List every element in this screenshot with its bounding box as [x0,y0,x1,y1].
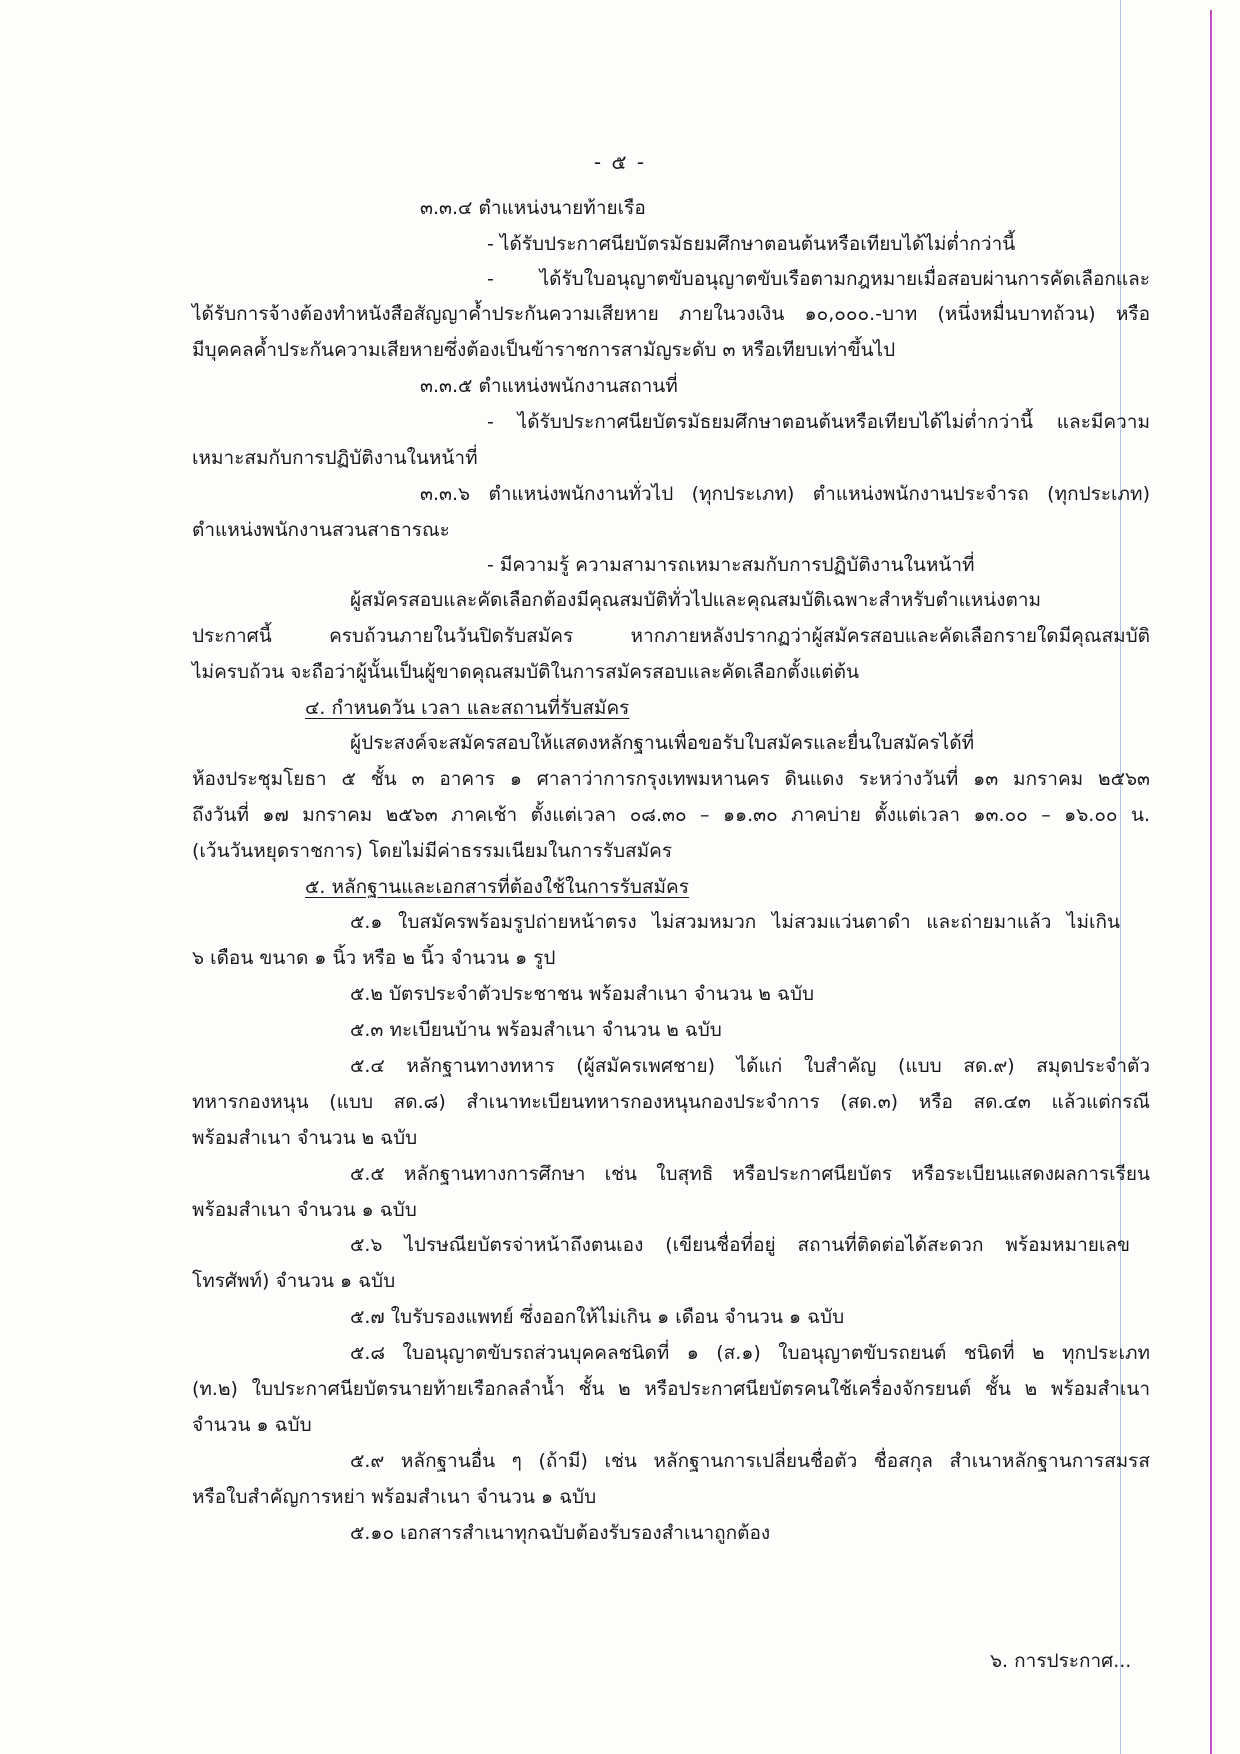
section-4-heading: ๔. กำหนดวัน เวลา และสถานที่รับสมัคร [305,697,630,719]
item-5-10: ๕.๑๐ เอกสารสำเนาทุกฉบับต้องรับรองสำเนาถูกต้อง [350,1522,771,1544]
body-line: ห้องประชุมโยธา ๕ ชั้น ๓ อาคาร ๑ ศาลาว่าการกรุงเทพมหานคร ดินแดง ระหว่างวันที่ ๑๓ มกราคม ๒๕๖๓ [192,768,1150,790]
body-line: มีบุคคลค้ำประกันความเสียหายซึ่งต้องเป็นข้าราชการสามัญระดับ ๓ หรือเทียบเท่าขึ้นไป [192,339,896,361]
body-line: - ได้รับประกาศนียบัตรมัธยมศึกษาตอนต้นหรือเทียบได้ไม่ต่ำกว่านี้ [487,233,1016,255]
section-5-heading: ๕. หลักฐานและเอกสารที่ต้องใช้ในการรับสมัคร [305,876,689,898]
body-line: โทรศัพท์) จำนวน ๑ ฉบับ [192,1270,396,1292]
body-line: พร้อมสำเนา จำนวน ๑ ฉบับ [192,1199,417,1221]
body-line: หรือใบสำคัญการหย่า พร้อมสำเนา จำนวน ๑ ฉบับ [192,1486,597,1508]
body-line: ได้รับการจ้างต้องทำหนังสือสัญญาค้ำประกันความเสียหาย ภายในวงเงิน ๑๐,๐๐๐.-บาท (หนึ่งหมื่นบาทถ้วน) หรือ [192,303,1150,325]
body-line: ประกาศนี้ ครบถ้วนภายในวันปิดรับสมัคร หากภายหลังปรากฏว่าผู้สมัครสอบและคัดเลือกรายใดมีคุณสมบัติ [192,625,1150,647]
heading-3-3-5: ๓.๓.๕ ตำแหน่งพนักงานสถานที่ [420,375,678,397]
item-5-7: ๕.๗ ใบรับรองแพทย์ ซึ่งออกให้ไม่เกิน ๑ เดือน จำนวน ๑ ฉบับ [350,1306,845,1328]
body-line: - ได้รับใบอนุญาตขับอนุญาตขับเรือตามกฎหมายเมื่อสอบผ่านการคัดเลือกและ [487,268,1150,290]
item-5-5: ๕.๕ หลักฐานทางการศึกษา เช่น ใบสุทธิ หรือประกาศนียบัตร หรือระเบียนแสดงผลการเรียน [350,1163,1150,1185]
page-edge-line [1210,10,1212,1754]
item-5-9: ๕.๙ หลักฐานอื่น ๆ (ถ้ามี) เช่น หลักฐานการเปลี่ยนชื่อตัว ชื่อสกุล สำเนาหลักฐานการสมรส [350,1450,1150,1472]
body-line: พร้อมสำเนา จำนวน ๒ ฉบับ [192,1127,418,1149]
body-line: ไม่ครบถ้วน จะถือว่าผู้นั้นเป็นผู้ขาดคุณสมบัติในการสมัครสอบและคัดเลือกตั้งแต่ต้น [192,661,859,683]
body-line: - มีความรู้ ความสามารถเหมาะสมกับการปฏิบัติงานในหน้าที่ [487,554,975,576]
body-line: ๖ เดือน ขนาด ๑ นิ้ว หรือ ๒ นิ้ว จำนวน ๑ รูป [192,947,556,969]
body-line: ผู้สมัครสอบและคัดเลือกต้องมีคุณสมบัติทั่วไปและคุณสมบัติเฉพาะสำหรับตำแหน่งตาม [350,589,1042,611]
body-line: ทหารกองหนุน (แบบ สด.๘) สำเนาทะเบียนทหารกองหนุนกองประจำการ (สด.๓) หรือ สด.๔๓ แล้วแต่กรณี [192,1091,1150,1113]
item-5-3: ๕.๓ ทะเบียนบ้าน พร้อมสำเนา จำนวน ๒ ฉบับ [350,1019,722,1041]
item-5-8: ๕.๘ ใบอนุญาตขับรถส่วนบุคคลชนิดที่ ๑ (ส.๑) ใบอนุญาตขับรถยนต์ ชนิดที่ ๒ ทุกประเภท [350,1342,1151,1364]
item-5-4: ๕.๔ หลักฐานทางทหาร (ผู้สมัครเพศชาย) ได้แก่ ใบสำคัญ (แบบ สด.๙) สมุดประจำตัว [350,1055,1150,1077]
body-line: (ท.๒) ใบประกาศนียบัตรนายท้ายเรือกลลำน้ำ ชั้น ๒ หรือประกาศนียบัตรคนใช้เครื่องจักรยนต์ ชั้น ๒ พร้อมสำเนา [192,1378,1150,1400]
item-5-6: ๕.๖ ไปรษณียบัตรจ่าหน้าถึงตนเอง (เขียนชื่อที่อยู่ สถานที่ติดต่อได้สะดวก พร้อมหมายเลข [350,1234,1130,1256]
page-continuation: ๖. การประกาศ... [990,1650,1132,1672]
body-line: - ได้รับประกาศนียบัตรมัธยมศึกษาตอนต้นหรือเทียบได้ไม่ต่ำกว่านี้ และมีความ [487,411,1150,433]
body-line: จำนวน ๑ ฉบับ [192,1414,312,1436]
item-5-1: ๕.๑ ใบสมัครพร้อมรูปถ่ายหน้าตรง ไม่สวมหมวก ไม่สวมแว่นตาดำ และถ่ายมาแล้ว ไม่เกิน [350,911,1120,933]
body-line: เหมาะสมกับการปฏิบัติงานในหน้าที่ [192,447,478,469]
page-number: - ๕ - [593,150,647,174]
body-line: ผู้ประสงค์จะสมัครสอบให้แสดงหลักฐานเพื่อขอรับใบสมัครและยื่นใบสมัครได้ที่ [350,732,975,754]
body-line: (เว้นวันหยุดราชการ) โดยไม่มีค่าธรรมเนียมในการรับสมัคร [192,840,673,862]
item-5-2: ๕.๒ บัตรประจำตัวประชาชน พร้อมสำเนา จำนวน ๒ ฉบับ [350,983,815,1005]
margin-guide-line [1120,0,1121,1754]
heading-3-3-4: ๓.๓.๔ ตำแหน่งนายท้ายเรือ [420,197,646,219]
body-line: ตำแหน่งพนักงานสวนสาธารณะ [192,519,450,541]
heading-3-3-6: ๓.๓.๖ ตำแหน่งพนักงานทั่วไป (ทุกประเภท) ตำแหน่งพนักงานประจำรถ (ทุกประเภท) [420,483,1150,505]
body-line: ถึงวันที่ ๑๗ มกราคม ๒๕๖๓ ภาคเช้า ตั้งแต่เวลา ๐๘.๓๐ – ๑๑.๓๐ ภาคบ่าย ตั้งแต่เวลา ๑๓.๐๐ – ๑๖.๐๐ น. [192,804,1150,826]
